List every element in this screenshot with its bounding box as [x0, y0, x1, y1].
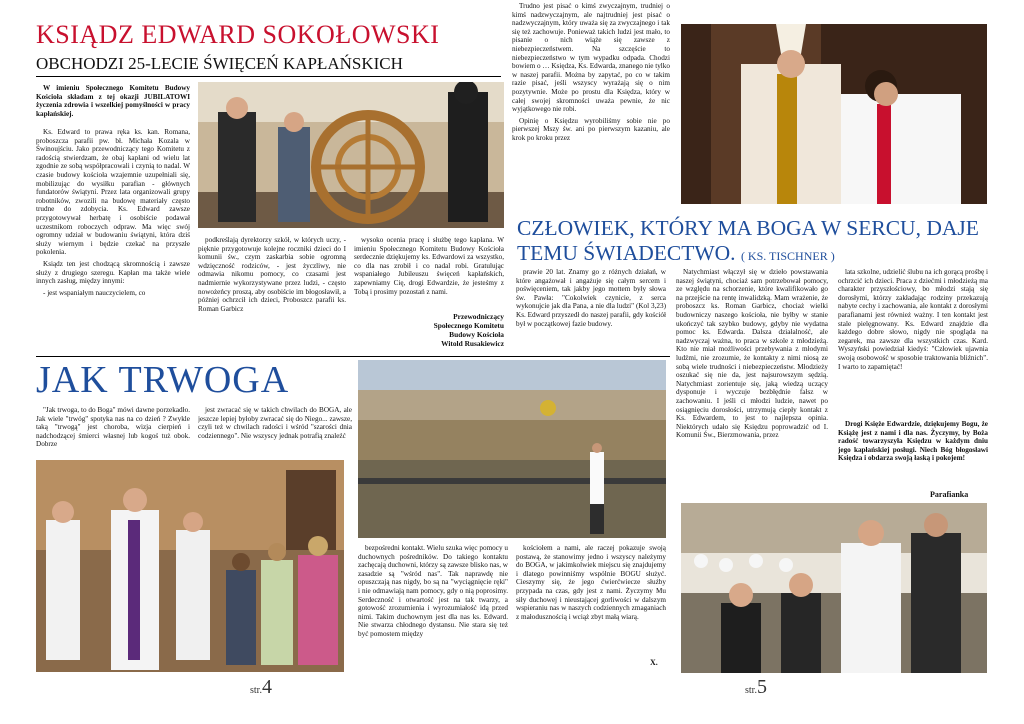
section-title: JAK TRWOGA: [36, 359, 290, 401]
left-column-3: [354, 236, 504, 308]
signature-line-2: Społecznego Komitetu: [433, 321, 504, 330]
s2-column-1: [36, 406, 190, 454]
r-col3-text: lata szkolne, udzielić ślubu na ich gorącą prośbę i ochrzcić ich dzieci. Praca z dziećmi i młodzieżą ma charakter przyszłościowy, bo młodzi stają się dorosłymi, którzy zakładając rodziny przekazują nabyte cechy i zachowania, ale kontakt z dorosłymi parafianami jest również ważny. I ten kontakt jest stale pielęgnowany. Ks. Edward znajdzie dla każdego dobre słowo, nigdy nie spogląda na zegarek, ma zawsze dla wszystkich czas. Kard. Wyszyński powiedział kiedyś: "Człowiek ujawnia swoją osobowość w sposobie traktowania bliźnich". I warto to zapamiętać!: [838, 268, 988, 371]
photo-first-communion: [681, 503, 987, 673]
headline: KSIĄDZ EDWARD SOKOŁOWSKI: [36, 20, 440, 49]
page-number-right: [745, 676, 767, 699]
s2-column-2: [198, 406, 352, 454]
page-number-value-right: 5: [756, 676, 767, 698]
quote-author: ( KS. TISCHNER ): [740, 249, 835, 263]
quote-title: [517, 216, 989, 269]
left-column-1: [36, 128, 190, 353]
col1-paragraph-3: - jest wspaniałym nauczycielem, co: [43, 288, 146, 297]
photo-men-with-wheel: [198, 82, 504, 228]
col1-paragraph-2: Ksiądz ten jest chodzącą skromnością i zawsze służy z drugiego szeregu. Kapłan ma także wiele innych zasług, między innymi:: [36, 259, 190, 286]
col4-paragraph-1: Trudno jest pisać o kimś zwyczajnym, trudniej o kimś nadzwyczajnym, ale najtrudniej jest pisać o nadzwyczajnym, który uważa się za zwyczajnego i tak się też zachowuje. Ponieważ takich ludzi jest mało, to pisanie o nich wiąże się zawsze z niebezpieczeństwem. Na szczęście to niebezpieczeństwo w tym wypadku odpada. Chodzi bowiem o … Księdza, Ks. Edwarda, znanego nie tylko w naszej parafii. Można by zapytać, po co w takim razie pisać, jeśli wszyscy wyrażają się o nim pozytywnie. Może po prostu dla Księdza, który w całej swojej skromności uważa pewnie, że nic wyjątkowego nie robi.: [512, 2, 670, 114]
photo-jerusalem-view: [358, 360, 666, 538]
right-column-3: [838, 268, 988, 418]
right-column-2: [676, 268, 828, 500]
page-label-left: str.: [250, 685, 262, 696]
s2-column-3: [358, 544, 508, 672]
intro-paragraph: W imieniu Społecznego Komitetu Budowy Kościoła składam z tej okazji JUBILATOWI życzenia zdrowia i wszelkiej pomyślności w pracy kapłańskiej.: [36, 84, 190, 118]
photo-blessing: [681, 24, 987, 204]
s2-col2-text: jest zwracać się w takich chwilach do BOGA, ale jeszcze lepiej byłoby zwracać się do Niego... zawsze, czyli też w chwilach radości i wśród "szarości dnia codziennego". Nie wszyscy jednak potrafią znaleźć: [198, 406, 352, 440]
signature-line-4: Witold Rusakiewicz: [441, 339, 504, 348]
photo-children-church: [36, 460, 344, 672]
s2-col1-text: "Jak trwoga, to do Boga" mówi dawne porzekadło. Jak wiele "trwóg" spotyka nas na co dzień ? Zwykle taką "trwogą" jest choroba, wizja cierpień i nadchodzącej śmierci własnej lub kogoś tuż obok. Dobrze: [36, 406, 190, 449]
page-label-right: str.: [745, 685, 757, 696]
col1-paragraph-1: Ks. Edward to prawa ręka ks. kan. Romana, proboszcza parafii pw. bł. Michała Kozala w Świnoujściu. Jako przewodniczący tego Komitetu z radością stwierdzam, że obaj kapłani od wielu lat zgodnie ze sobą współpracowali i czynią to nadal. W czasie budowy kościoła wzajemnie uzupełniali się, mobilizując do wysiłku parafian - głównych fundatorów świątyni. Przez lata organizowali grupy robotników, zwozili na budowę materiały często trudne do zdobycia. Ks. Edward zawsze przygotowywał herbatę i osobiście podawał uczestnikom roboczych odpraw. Ma więc swój ogromny udział w budowaniu świątyni, która dziś służy wiernym i będzie czekać na przyszłe pokolenia.: [36, 128, 190, 257]
page-number-left: [250, 676, 272, 699]
s2-signature: X.: [650, 658, 658, 667]
r-col2-text: Natychmiast włączył się w dzieło powstawania naszej świątyni, chociaż sam potrzebował pomocy, ze względu na schorzenie, które kwalifikowało go na przejście na rentę inwalidzką. Mam wrażenie, że proboszcz ks. Roman Garbicz, chociaż wielki budowniczy naszego kościoła, nie byłby w stanie ukończyć tak szybko budowy, gdyby nie wydatna pomoc ks. Edwarda. Dalsza działalność, ale nadzwyczaj ważna, to praca w szkole z młodzieżą. Kto nie miał możliwości przebywania z młodymi ludźmi, nie zrozumie, że kontakty z nimi niosą ze sobą wiele trudności i niebezpieczeństw. Młodzieży oszukać się nie da, jest najsurowszym sędzią. Natychmiast zorientuje się, jaką wiedzą uczący dysponuje i wyczuje bezbłędnie fałsz w zachowaniu. I jeśli ci młodzi ludzie, nawet po osiągnięciu dorosłości, utrzymują ciepły kontakt z Ks. Edwardem, to jest to najlepsza opinia. Niektórych udało się Księdzu poprowadzić od I. Komunii Św., Bierzmowania, przez: [676, 268, 828, 440]
right-signature: Parafianka: [930, 490, 969, 499]
subheadline: OBCHODZI 25-LECIE ŚWIĘCEŃ KAPŁAŃSKICH: [36, 54, 403, 73]
section-divider: [36, 356, 670, 357]
intro-text: [36, 84, 190, 124]
col4-paragraph-2: Opinię o Księdzu wyrobiliśmy sobie nie po pierwszej Mszy św. ani po pierwszym kazaniu, ale krok po kroku przez: [512, 116, 670, 142]
col2-text: podkreślają dyrektorzy szkół, w których uczy, - pięknie przygotowuje kolejne roczniki dzieci do I komunii św., czym zaskarbia sobie ogromną wdzięczność rodziców, - jest życzliwy, nie odmawia nikomu pomocy, co czasami jest nadmiernie wykorzystywane przez ludzi, - często nowożeńcy proszą, aby osobiście im błogosławił, a później ochrzcił ich dzieci, Proboszcz parafii ks. Roman Garbicz: [198, 236, 346, 313]
right-column-1: [516, 268, 666, 350]
r-wish-text: Drogi Księże Edwardzie, dziękujemy Bogu, że Książę jest z nami i dla nas. Życzymy, by Boża radość towarzyszyła Księdzu w każdym dniu jego kapłańskiej posługi. Niech Bóg błogosławi Księdza i obdarza swoją łaską i pokojem!: [838, 420, 988, 463]
headline-rule: [36, 76, 501, 77]
page-number-value-left: 4: [261, 676, 272, 698]
signature-block: [354, 312, 504, 348]
s2-column-4: [516, 544, 666, 662]
col3-text: wysoko ocenia pracę i służbę tego kapłana. W imieniu Społecznego Komitetu Budowy Kościoła serdecznie dziękujemy ks. Edwardowi za wszystko, co dla nas zrobił i co nadal robi. Gratulując wspaniałego Jubileuszu święceń kapłańskich, zapewniamy Cię, drogi Edwardzie, że jesteśmy z Tobą i prosimy pozostań z nami.: [354, 236, 504, 296]
signature-line-3: Budowy Kościoła: [449, 330, 504, 339]
s2-col4-text: kościołem a nami, ale raczej pokazuje swoją postawą, że stanowimy jedno i wszyscy należymy do BOGA, w jakimkolwiek miejscu się znajdujemy i dlatego powinniśmy wspólnie BOGU służyć. Cieszymy się, że jego ćwierćwiecze służby przypada na czas, gdy jest z nami. Życzymy Mu siły duchowej i nieustającej gorliwości w dalszym wspieraniu nas w naszych codziennych zmaganiach z małodusznością i wciąż zbyt małą wiarą.: [516, 544, 666, 621]
left-column-2: [198, 236, 346, 354]
r-col1-text: prawie 20 lat. Znamy go z różnych działań, w które angażował i angażuje się całym sercem i poświęceniem, tak jakby jego mottem były słowa św. Pawła: "Cokolwiek czynicie, z serca wykonujcie jak dla Pana, a nie dla ludzi" (Kol 3,23) Ks. Edward przyszedł do naszej parafii, gdy kościół był w początkowej fazie budowy.: [516, 268, 666, 328]
left-column-4: [512, 2, 670, 214]
signature-line-1: Przewodniczący: [453, 312, 504, 321]
right-wish: [838, 420, 988, 488]
s2-col3-text: bezpośredni kontakt. Wielu szuka więc pomocy u duchownych pośredników. Do takiego kontaktu zachęcają duchowni, którzy są zawsze blisko nas, w zasadzie są "wśród nas". Tak naprawdę nie opuszczają nas nigdy, bo są na "wyciągnięcie ręki" i nie odmawiają nam pomocy, gdy o nią poprosimy. Serdeczność i otwartość jest na tak twarzy, a gotowość zrozumienia i wyrozumiałość idą przed nimi. Takim duchownym jest dla nas ks. Edward. Nie stwarza chłodnego dystansu. Nie stara się też być pomostem między: [358, 544, 508, 638]
quote-text: CZŁOWIEK, KTÓRY MA BOGA W SERCU, DAJE TEMU ŚWIADECTWO.: [517, 216, 979, 265]
